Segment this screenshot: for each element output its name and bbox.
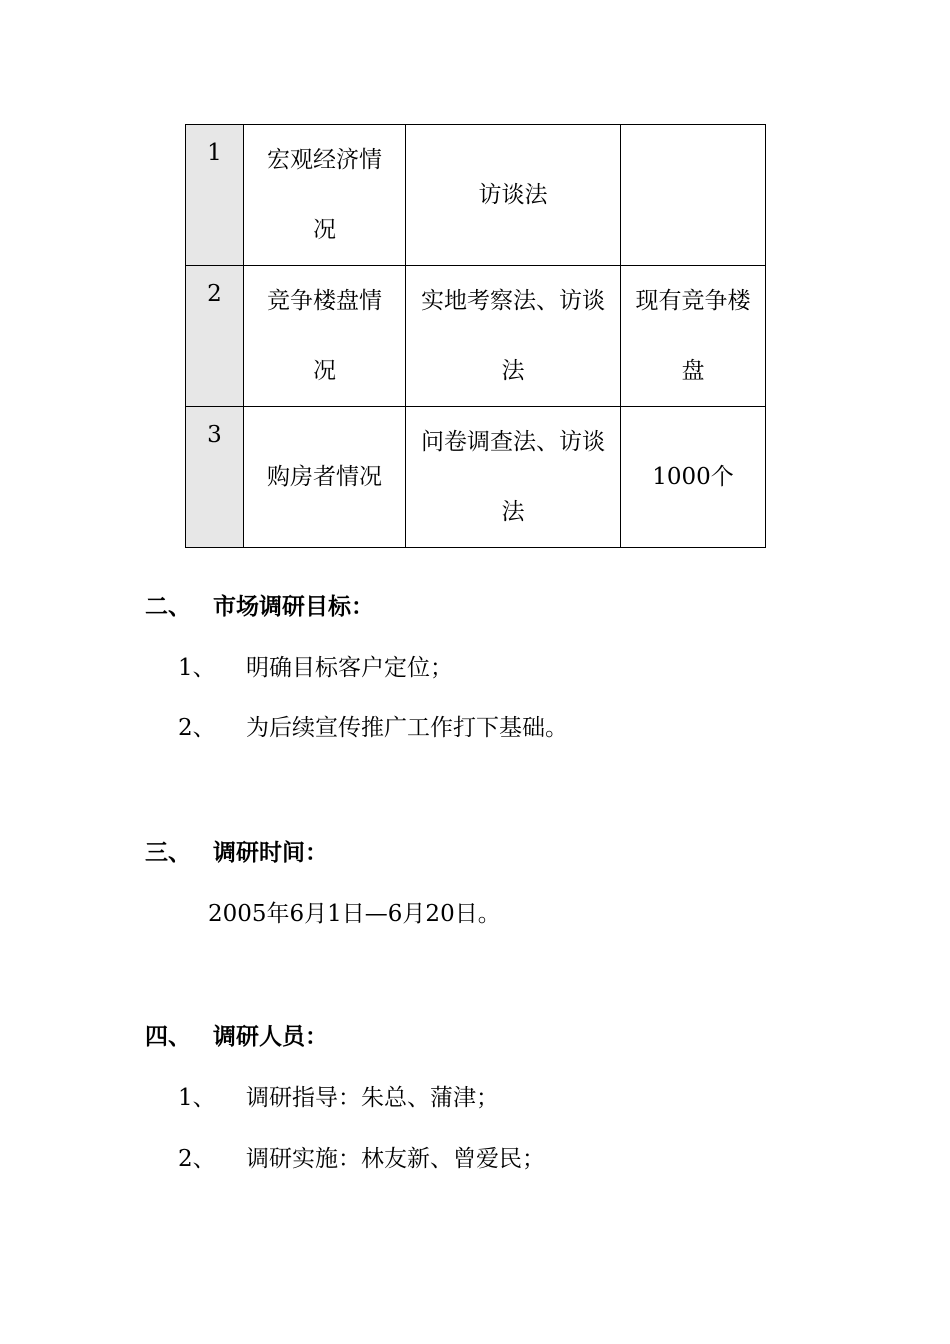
survey-method-text: 问卷调查法、访谈法: [421, 429, 605, 525]
table-row: [186, 266, 766, 407]
section-heading-time: [145, 834, 328, 867]
list-item-number: 2、: [178, 1146, 216, 1172]
survey-item-cell: [244, 266, 406, 407]
survey-method-text: 访谈法: [478, 182, 548, 208]
list-item-text: 调研实施：林友新、曾爱民；: [246, 1146, 545, 1172]
row-number: 2: [186, 266, 244, 407]
survey-object-cell: [621, 407, 766, 548]
survey-method-cell: [406, 407, 621, 548]
list-item: [178, 709, 568, 742]
survey-object-cell: [621, 266, 766, 407]
survey-item-text: 购房者情况: [267, 464, 382, 490]
section-title: 调研时间：: [213, 840, 328, 866]
survey-content-table: [185, 124, 766, 548]
section-heading-objectives: [145, 588, 374, 621]
list-item-number: 1、: [178, 655, 216, 681]
survey-object-text: 1000个: [652, 464, 734, 490]
section-title: 调研人员：: [213, 1024, 328, 1050]
table-row: [186, 125, 766, 266]
table-row: [186, 407, 766, 548]
row-number: 3: [186, 407, 244, 548]
section-heading-personnel: [145, 1018, 328, 1051]
survey-object-cell: [621, 125, 766, 266]
survey-method-text: 实地考察法、访谈法: [421, 288, 605, 384]
section-number: 二、: [145, 594, 191, 620]
list-item-number: 2、: [178, 715, 216, 741]
section-number: 四、: [145, 1024, 191, 1050]
section-number: 三、: [145, 840, 191, 866]
survey-time-text: 2005年6月1日—6月20日。: [208, 901, 501, 927]
list-item: [178, 1079, 499, 1112]
survey-item-cell: [244, 125, 406, 266]
list-item-text: 为后续宣传推广工作打下基础。: [246, 715, 568, 741]
survey-item-text: 宏观经济情况: [267, 147, 382, 243]
survey-item-text: 竞争楼盘情况: [267, 288, 382, 384]
list-item-text: 明确目标客户定位；: [246, 655, 453, 681]
survey-object-text: 现有竞争楼盘: [635, 288, 751, 384]
section-title: 市场调研目标：: [213, 594, 374, 620]
list-item-text: 调研指导：朱总、蒲津；: [246, 1085, 499, 1111]
survey-method-cell: [406, 125, 621, 266]
row-number: 1: [186, 125, 244, 266]
list-item-number: 1、: [178, 1085, 216, 1111]
survey-item-cell: [244, 407, 406, 548]
survey-method-cell: [406, 266, 621, 407]
list-item: [178, 1140, 545, 1173]
list-item: [178, 649, 453, 682]
